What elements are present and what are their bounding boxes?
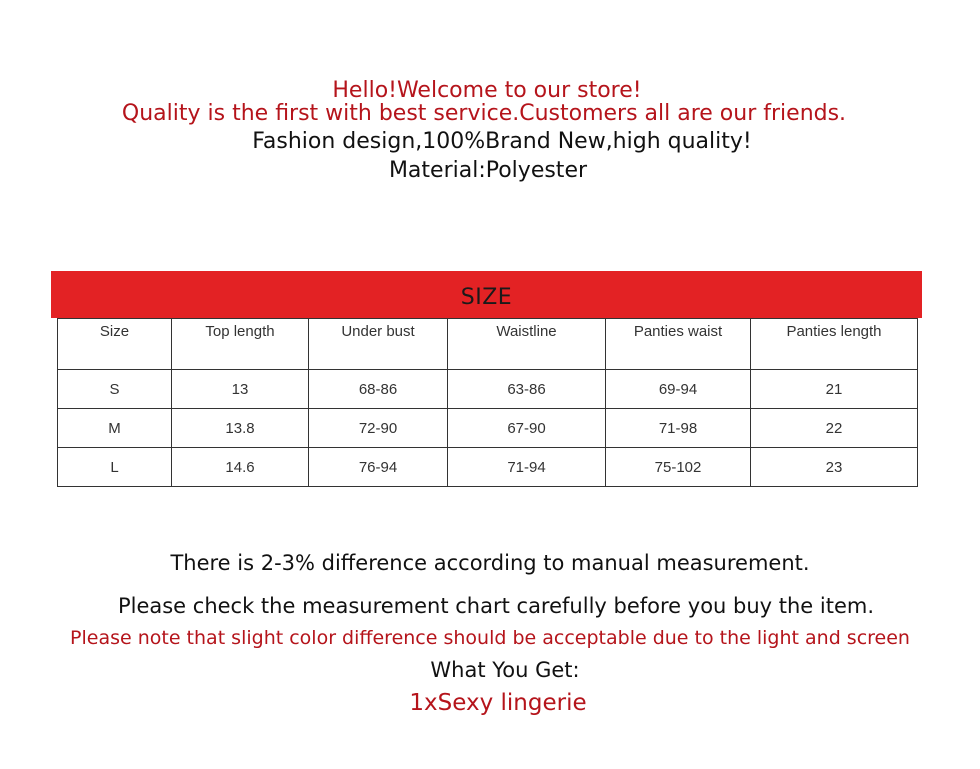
table-row xyxy=(58,448,918,487)
table-cell: 75-102 xyxy=(606,448,751,487)
table-row xyxy=(58,370,918,409)
table-cell: 63-86 xyxy=(448,370,606,409)
size-chart-table xyxy=(57,318,918,487)
table-header-row xyxy=(58,319,918,370)
table-cell: 69-94 xyxy=(606,370,751,409)
size-chart-title: SIZE xyxy=(460,285,513,310)
color-difference-note: Please note that slight color difference should be acceptable due to the light and screen xyxy=(70,627,910,649)
column-header-size: Size xyxy=(58,319,172,370)
table-cell: 13.8 xyxy=(172,409,309,448)
column-header-waistline: Waistline xyxy=(448,319,606,370)
size-chart-banner xyxy=(51,271,922,318)
table-cell: 21 xyxy=(751,370,918,409)
table-cell: 76-94 xyxy=(309,448,448,487)
table-cell: 68-86 xyxy=(309,370,448,409)
table-cell: S xyxy=(58,370,172,409)
greeting-text: Hello!Welcome to our store! xyxy=(332,78,642,103)
table-cell: 13 xyxy=(172,370,309,409)
table-cell: 22 xyxy=(751,409,918,448)
column-header-panties-waist: Panties waist xyxy=(606,319,751,370)
material-text: Material:Polyester xyxy=(388,158,588,183)
column-header-panties-length: Panties length xyxy=(751,319,918,370)
package-contents-text: 1xSexy lingerie xyxy=(409,690,587,716)
tagline-text: Quality is the first with best service.Customers all are our friends. xyxy=(121,101,847,126)
table-cell: L xyxy=(58,448,172,487)
table-cell: 71-98 xyxy=(606,409,751,448)
column-header-under-bust: Under bust xyxy=(309,319,448,370)
table-cell: M xyxy=(58,409,172,448)
measurement-difference-note: There is 2-3% difference according to manual measurement. xyxy=(170,551,810,575)
check-chart-note: Please check the measurement chart carefully before you buy the item. xyxy=(117,594,875,618)
table-cell: 14.6 xyxy=(172,448,309,487)
table-row xyxy=(58,409,918,448)
table-cell: 67-90 xyxy=(448,409,606,448)
table-cell: 71-94 xyxy=(448,448,606,487)
column-header-top-length: Top length xyxy=(172,319,309,370)
what-you-get-label: What You Get: xyxy=(430,658,580,682)
feature-text: Fashion design,100%Brand New,high quality! xyxy=(252,129,752,154)
table-cell: 72-90 xyxy=(309,409,448,448)
table-cell: 23 xyxy=(751,448,918,487)
